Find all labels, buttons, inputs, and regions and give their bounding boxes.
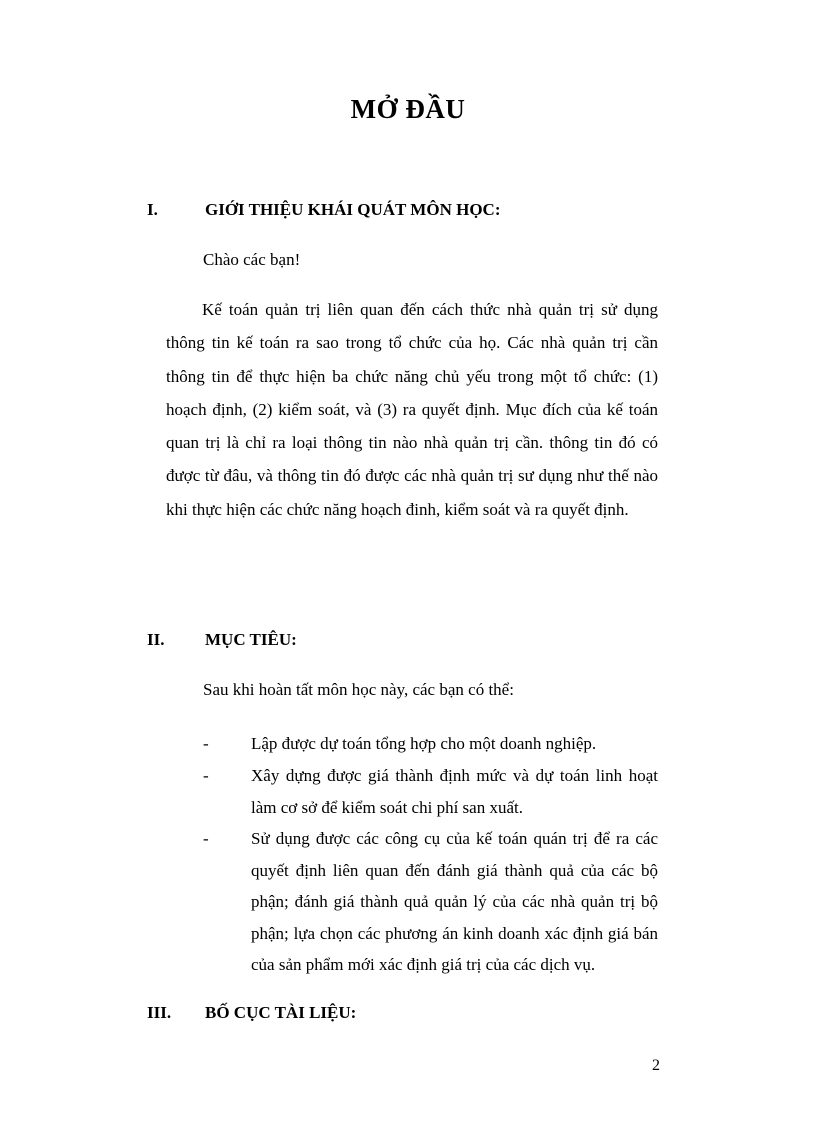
objectives-intro: Sau khi hoàn tất môn học này, các bạn có thể:: [203, 680, 514, 699]
page-number: 2: [652, 1057, 660, 1074]
objective-text: Sử dụng được các công cụ của kế toán quán trị để ra các quyết định liên quan đến đánh giá thành quả của các bộ phận; đánh giá thành quả quản lý của các nhà quản trị bộ phận; lựa chọn các phương án kinh doanh xác định giá bán của sản phẩm mới xác định giá trị của các dịch vụ.: [251, 829, 658, 974]
bullet-dash: -: [203, 734, 209, 753]
objective-item: [203, 728, 658, 760]
section-3-heading: [147, 1003, 356, 1023]
objective-item: [203, 823, 658, 981]
greeting-text: Chào các bạn!: [203, 250, 301, 269]
section-1-number: I.: [147, 200, 158, 219]
bullet-dash: -: [203, 766, 209, 785]
section-3-number: III.: [147, 1003, 172, 1022]
intro-paragraph: Kế toán quản trị liên quan đến cách thức nhà quản trị sử dụng thông tin kế toán ra sao trong tổ chức của họ. Các nhà quản trị cần thông tin để thực hiện ba chức năng chủ yếu trong một tổ chức: (1) hoạch định, (2) kiểm soát, và (3) ra quyết định. Mục đích của kế toán quan trị là chỉ ra loại thông tin nào nhà quản trị cần. thông tin đó có được từ đâu, và thông tin đó được các nhà quản trị sư dụng như thế nào khi thực hiện các chức năng hoạch đinh, kiểm soát và ra quyết định.: [166, 300, 658, 519]
page-title: MỞ ĐẦU: [350, 94, 466, 124]
objective-text: Xây dựng được giá thành định mức và dự toán linh hoạt làm cơ sở để kiểm soát chi phí san xuất.: [251, 766, 658, 817]
bullet-dash: -: [203, 829, 209, 848]
section-2-number: II.: [147, 630, 165, 649]
section-1-heading: [147, 200, 501, 220]
objective-text: Lập được dự toán tổng hợp cho một doanh nghiệp.: [251, 734, 597, 753]
section-3-title: BỐ CỤC TÀI LIỆU:: [205, 1003, 357, 1022]
section-1-title: GIỚI THIỆU KHÁI QUÁT MÔN HỌC:: [205, 200, 501, 219]
section-2-heading: [147, 630, 297, 650]
objective-item: [203, 760, 658, 823]
section-2-title: MỤC TIÊU:: [205, 630, 297, 649]
